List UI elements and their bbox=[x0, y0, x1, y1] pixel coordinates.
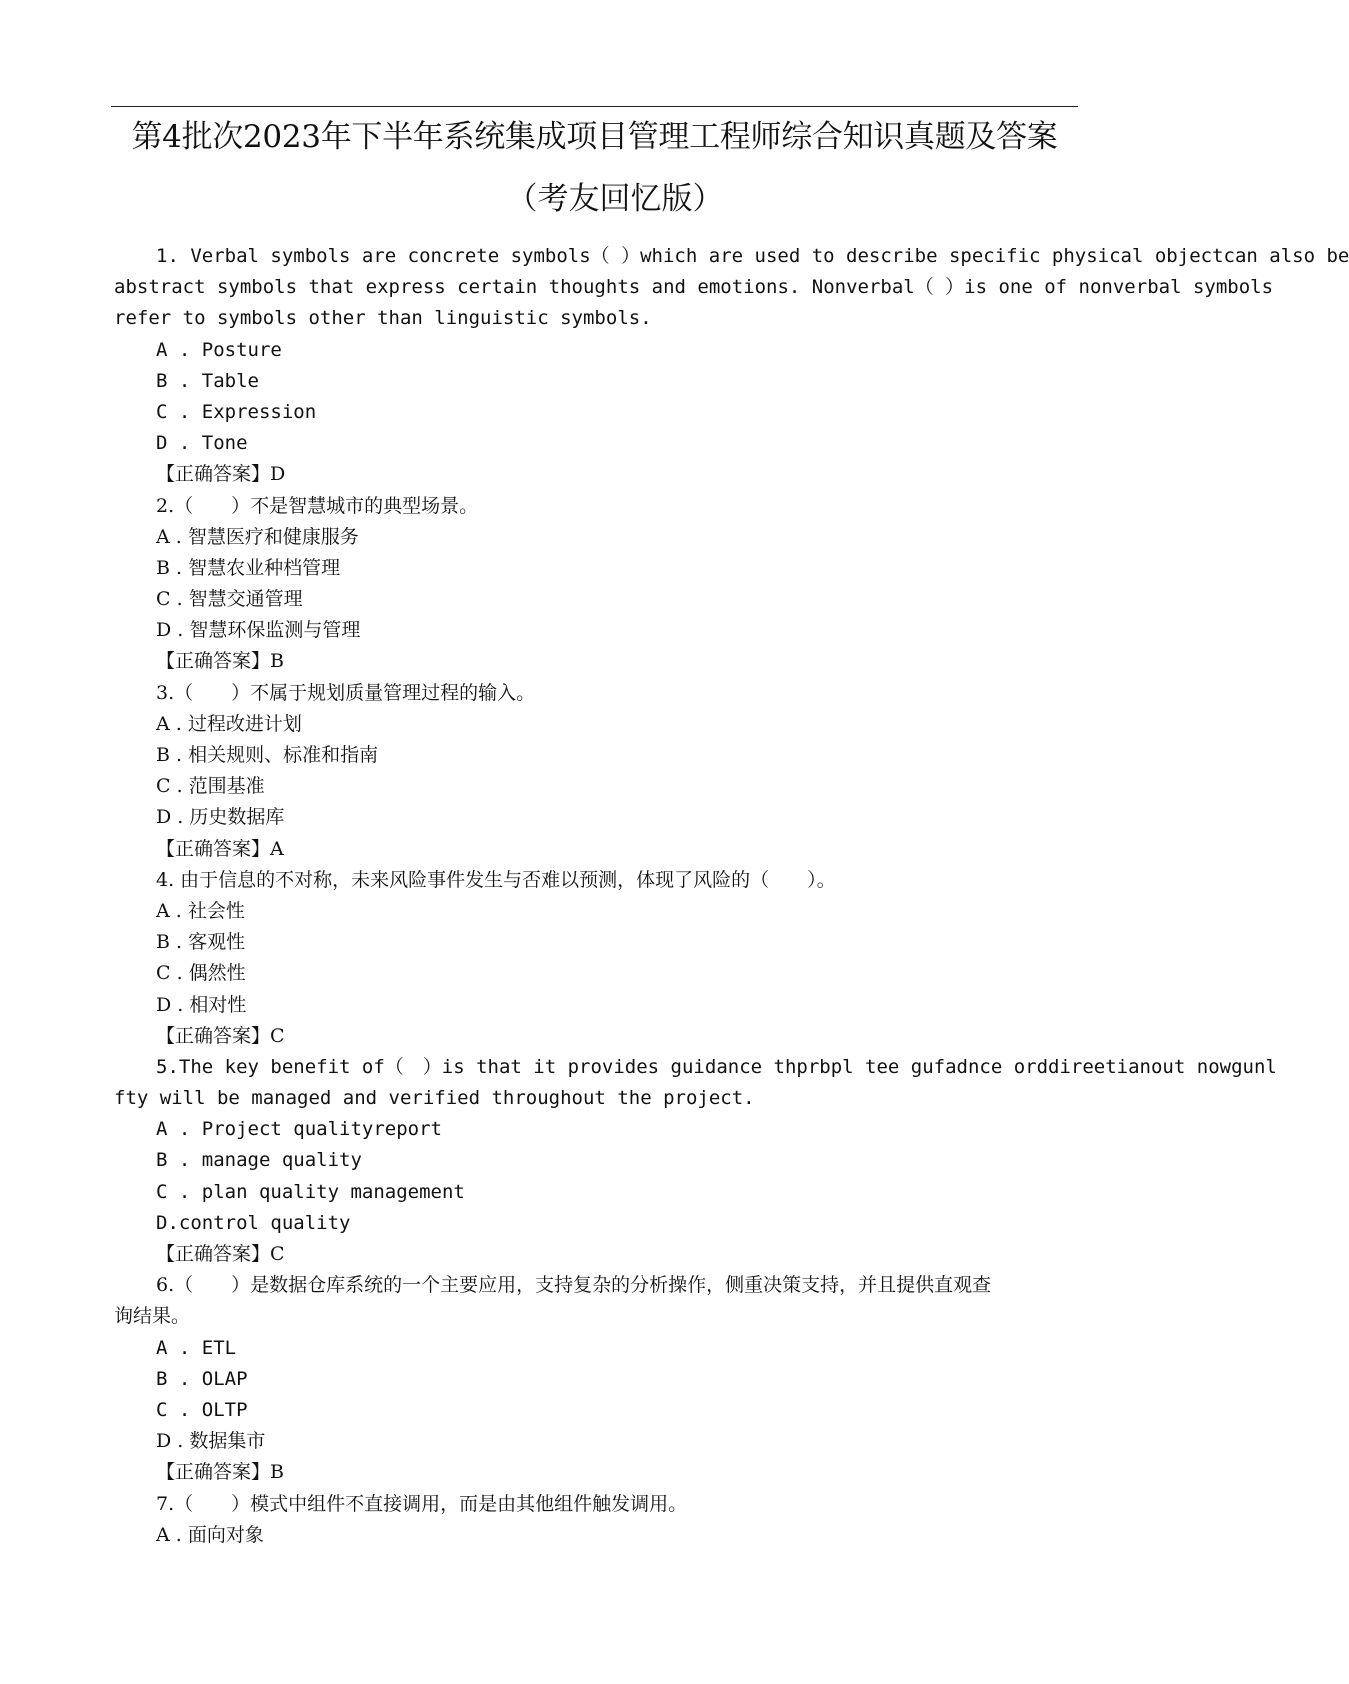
option-d: D . 数据集市 bbox=[156, 1430, 266, 1453]
correct-answer: 【正确答案】B bbox=[156, 650, 284, 673]
option-b: B . 智慧农业种档管理 bbox=[156, 556, 341, 579]
option-d: D . Tone bbox=[156, 432, 248, 455]
question-2 bbox=[114, 491, 1194, 678]
question-5 bbox=[114, 1052, 1277, 1270]
question-stem: 3.（ ）不属于规划质量管理过程的输入。 bbox=[156, 681, 536, 704]
option-a: A . 智慧医疗和健康服务 bbox=[156, 525, 359, 548]
question-stem: 2.（ ）不是智慧城市的典型场景。 bbox=[156, 494, 479, 517]
option-c: C . Expression bbox=[156, 400, 317, 423]
option-b: B . OLAP bbox=[156, 1367, 248, 1390]
option-b: B . manage quality bbox=[156, 1149, 362, 1172]
question-stem: 7.（ ）模式中组件不直接调用，而是由其他组件触发调用。 bbox=[156, 1492, 688, 1515]
option-c: C . plan quality management bbox=[156, 1180, 465, 1203]
page-subtitle: （考友回忆版） bbox=[506, 181, 724, 217]
header-rule bbox=[111, 106, 1078, 107]
question-stem: refer to symbols other than linguistic symbols. bbox=[114, 307, 652, 330]
option-b: B . 相关规则、标准和指南 bbox=[156, 744, 379, 766]
option-d: D . 智慧环保监测与管理 bbox=[156, 619, 361, 642]
option-a: A . Project qualityreport bbox=[156, 1118, 442, 1141]
question-stem: abstract symbols that express certain thoughts and emotions. Nonverbal（ ）is one of nonverbal symbols bbox=[114, 276, 1274, 299]
option-b: B . 客观性 bbox=[156, 931, 246, 954]
question-stem: 5.The key benefit of（ ）is that it provides guidance thprbpl tee gufadnce orddireetianout nowgunl bbox=[156, 1055, 1277, 1078]
option-c: C . 偶然性 bbox=[156, 962, 246, 985]
correct-answer: 【正确答案】C bbox=[156, 1024, 285, 1047]
option-a: A . Posture bbox=[156, 338, 282, 361]
option-c: C . OLTP bbox=[156, 1398, 248, 1421]
option-b: B . Table bbox=[156, 369, 259, 392]
correct-answer: 【正确答案】A bbox=[156, 837, 284, 860]
option-a: A . 社会性 bbox=[156, 899, 245, 922]
option-c: C . 智慧交通管理 bbox=[156, 588, 303, 611]
question-stem: 4. 由于信息的不对称，未来风险事件发生与否难以预测，体现了风险的（ ）。 bbox=[156, 868, 836, 891]
option-c: C . 范围基准 bbox=[156, 775, 265, 798]
question-stem: 1. Verbal symbols are concrete symbols（ ）which are used to describe specific physical objectcan also be bbox=[156, 245, 1349, 267]
option-a: A . 过程改进计划 bbox=[156, 712, 302, 735]
option-d: D . 相对性 bbox=[156, 993, 247, 1016]
option-d: D . 历史数据库 bbox=[156, 806, 285, 829]
page-title: 第4批次2023年下半年系统集成项目管理工程师综合知识真题及答案 bbox=[131, 119, 1058, 155]
question-3 bbox=[114, 678, 1194, 865]
option-a: A . ETL bbox=[156, 1336, 237, 1359]
correct-answer: 【正确答案】B bbox=[156, 1461, 284, 1484]
question-7 bbox=[114, 1489, 1194, 1551]
option-d: D.control quality bbox=[156, 1211, 351, 1234]
question-list bbox=[114, 241, 1349, 1551]
question-1 bbox=[114, 241, 1349, 491]
option-a: A . 面向对象 bbox=[156, 1523, 264, 1546]
question-stem: 6.（ ）是数据仓库系统的一个主要应用，支持复杂的分析操作，侧重决策支持，并且提供直观查 bbox=[156, 1274, 992, 1297]
question-6 bbox=[114, 1270, 1194, 1488]
question-stem: 询结果。 bbox=[114, 1305, 191, 1328]
correct-answer: 【正确答案】C bbox=[156, 1243, 285, 1265]
question-stem: fty will be managed and verified throughout the project. bbox=[114, 1087, 755, 1110]
question-4 bbox=[114, 865, 1194, 1052]
correct-answer: 【正确答案】D bbox=[156, 463, 286, 486]
